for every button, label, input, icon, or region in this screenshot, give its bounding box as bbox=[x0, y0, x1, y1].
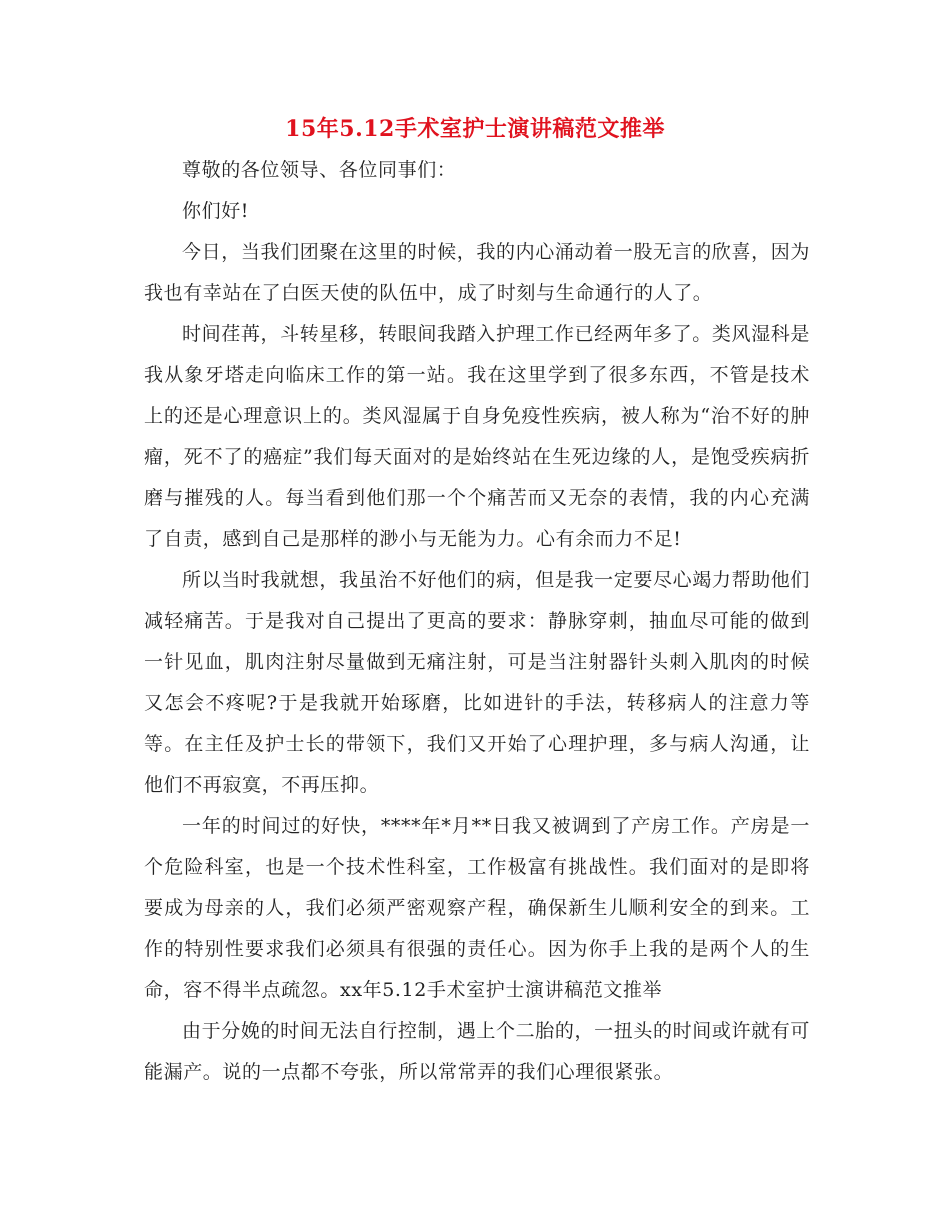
paragraph: 时间荏苒，斗转星移，转眼间我踏入护理工作已经两年多了。类风湿科是我从象牙塔走向临床工作的第一站。我在这里学到了很多东西，不管是技术上的还是心理意识上的。类风湿属于自身免疫性疾病，被人称为“治不好的肿瘤，死不了的癌症”我们每天面对的是始终站在生死边缘的人，是饱受疾病折磨与摧残的人。每当看到他们那一个个痛苦而又无奈的表情，我的内心充满了自责，感到自己是那样的渺小与无能为力。心有余而力不足! bbox=[144, 323, 810, 550]
paragraph: 一年的时间过的好快，****年*月**日我又被调到了产房工作。产房是一个危险科室，也是一个技术性科室，工作极富有挑战性。我们面对的是即将要成为母亲的人，我们必须严密观察产程，确保新生儿顺利安全的到来。工作的特别性要求我们必须具有很强的责任心。因为你手上我的是两个人的生命，容不得半点疏忽。xx年5.12手术室护士演讲稿范文推举 bbox=[144, 815, 810, 1001]
paragraph: 今日，当我们团聚在这里的时候，我的内心涌动着一股无言的欣喜，因为我也有幸站在了白医天使的队伍中，成了时刻与生命通行的人了。 bbox=[144, 241, 810, 304]
paragraph-greeting: 你们好! bbox=[182, 200, 250, 222]
paragraph: 所以当时我就想，我虽治不好他们的病，但是我一定要尽心竭力帮助他们减轻痛苦。于是我对自己提出了更高的要求：静脉穿刺，抽血尽可能的做到一针见血，肌肉注射尽量做到无痛注射，可是当注射器针头刺入肌肉的时候又怎会不疼呢?于是我就开始琢磨，比如进针的手法，转移病人的注意力等等。在主任及护士长的带领下，我们又开始了心理护理，多与病人沟通，让他们不再寂寞，不再压抑。 bbox=[144, 569, 810, 796]
paragraph-salutation: 尊敬的各位领导、各位同事们： bbox=[182, 159, 457, 181]
paragraph: 由于分娩的时间无法自行控制，遇上个二胎的，一扭头的时间或许就有可能漏产。说的一点都不夸张，所以常常弄的我们心理很紧张。 bbox=[144, 1020, 810, 1083]
document-body bbox=[144, 150, 810, 1093]
document-title: 15年5.12手术室护士演讲稿范文推举 bbox=[285, 116, 665, 142]
